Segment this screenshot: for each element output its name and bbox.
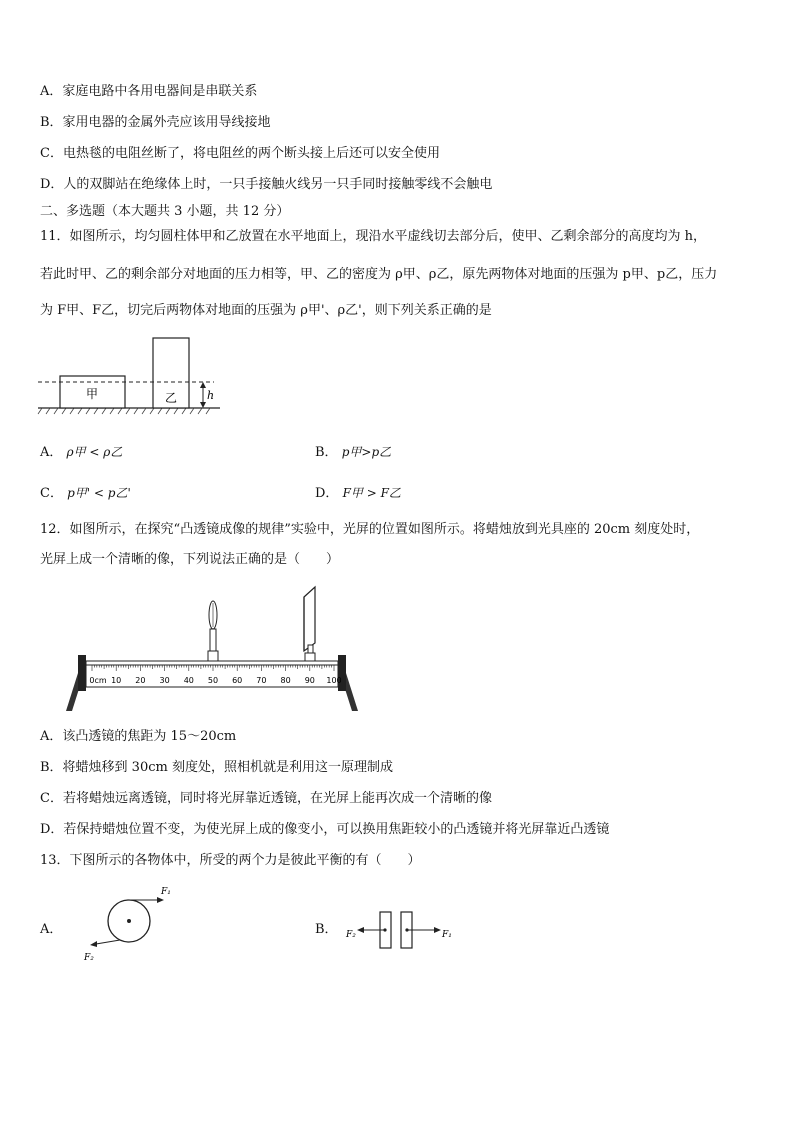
q11-stem-line3: 为 F甲、F乙，切完后两物体对地面的压强为 ρ甲'、ρ乙'，则下列关系正确的是	[40, 303, 492, 318]
q12-option-b: B．将蜡烛移到 30cm 刻度处，照相机就是利用这一原理制成	[40, 760, 393, 775]
q13a-f1-label: F₁	[161, 887, 171, 897]
q12-option-d: D．若保持蜡烛位置不变，为使光屏上成的像变小，可以换用焦距较小的凸透镜并将光屏靠近凸透镜	[40, 822, 610, 837]
q11-option-d-expr: F甲 > F乙	[342, 486, 401, 500]
q10-option-d: D．人的双脚站在绝缘体上时，一只手接触火线另一只手同时接触零线不会触电	[40, 177, 493, 192]
q11-stem-line1: 11．如图所示，均匀圆柱体甲和乙放置在水平地面上，现沿水平虚线切去部分后，使甲、乙剩余部分的高度均为 h，	[40, 229, 707, 244]
q10-option-a: A．家庭电路中各用电器间是串联关系	[40, 84, 258, 99]
q13b-f2-label: F₂	[346, 930, 356, 940]
q11-option-b-expr: p甲>p乙	[341, 445, 392, 459]
q11-option-b	[315, 444, 391, 461]
q11-figure	[36, 334, 226, 416]
q11-option-a	[40, 444, 122, 461]
q13-option-b-label: B．	[315, 922, 338, 937]
q11-option-b-label: B．	[315, 445, 338, 460]
q11-option-a-expr: ρ甲 < ρ乙	[66, 445, 123, 459]
scale-label: 40	[183, 676, 194, 685]
q13-option-b-figure	[345, 908, 455, 954]
q12-stem-line2: 光屏上成一个清晰的像，下列说法正确的是（ ）	[40, 552, 340, 567]
scale-label: 30	[159, 676, 170, 685]
q13-option-a-figure	[82, 884, 182, 966]
scale-label: 70	[256, 676, 267, 685]
q11-option-c-label: C．	[40, 486, 63, 501]
q12-option-c: C．若将蜡烛远离透镜，同时将光屏靠近透镜，在光屏上能再次成一个清晰的像	[40, 791, 492, 806]
scale-label: 10	[111, 676, 122, 685]
q13-option-a-label: A．	[40, 922, 63, 937]
q12-stem-line1: 12．如图所示，在探究“凸透镜成像的规律”实验中，光屏的位置如图所示。将蜡烛放到光具座的 20cm 刻度处时，	[40, 522, 700, 537]
q13b-f1-label: F₁	[442, 930, 452, 940]
scale-label: 80	[280, 676, 291, 685]
scale-label: 50	[207, 676, 219, 685]
scale-label: 0cm	[89, 676, 107, 685]
q11-option-d-label: D．	[315, 486, 339, 501]
q11-option-a-label: A．	[40, 445, 63, 460]
q12-option-a: A．该凸透镜的焦距为 15～20cm	[40, 729, 237, 744]
q11-stem-line2: 若此时甲、乙的剩余部分对地面的压力相等，甲、乙的密度为 ρ甲、ρ乙，原先两物体对地面的压强为 p甲、p乙，压力	[40, 267, 718, 282]
q10-option-b: B．家用电器的金属外壳应该用导线接地	[40, 115, 271, 130]
scale-label: 20	[135, 676, 146, 685]
q12-optical-bench-figure	[64, 585, 364, 715]
scale-label: 90	[304, 676, 315, 685]
q13a-f2-label: F₂	[84, 953, 94, 963]
q10-option-c: C．电热毯的电阻丝断了，将电阻丝的两个断头接上后还可以安全使用	[40, 146, 440, 161]
scale-label: 60	[232, 676, 243, 685]
q11-option-d	[315, 485, 401, 502]
section-heading: 二、多选题（本大题共 3 小题，共 12 分）	[40, 204, 290, 219]
label-jia: 甲	[85, 387, 99, 401]
q11-option-c-expr: p甲' < p乙'	[67, 486, 131, 500]
scale-label: 100	[326, 676, 342, 685]
q11-option-c	[40, 485, 131, 502]
label-yi: 乙	[164, 391, 178, 405]
label-h: h	[207, 389, 215, 402]
q13-stem: 13．下图所示的各物体中，所受的两个力是彼此平衡的有（ ）	[40, 853, 421, 868]
